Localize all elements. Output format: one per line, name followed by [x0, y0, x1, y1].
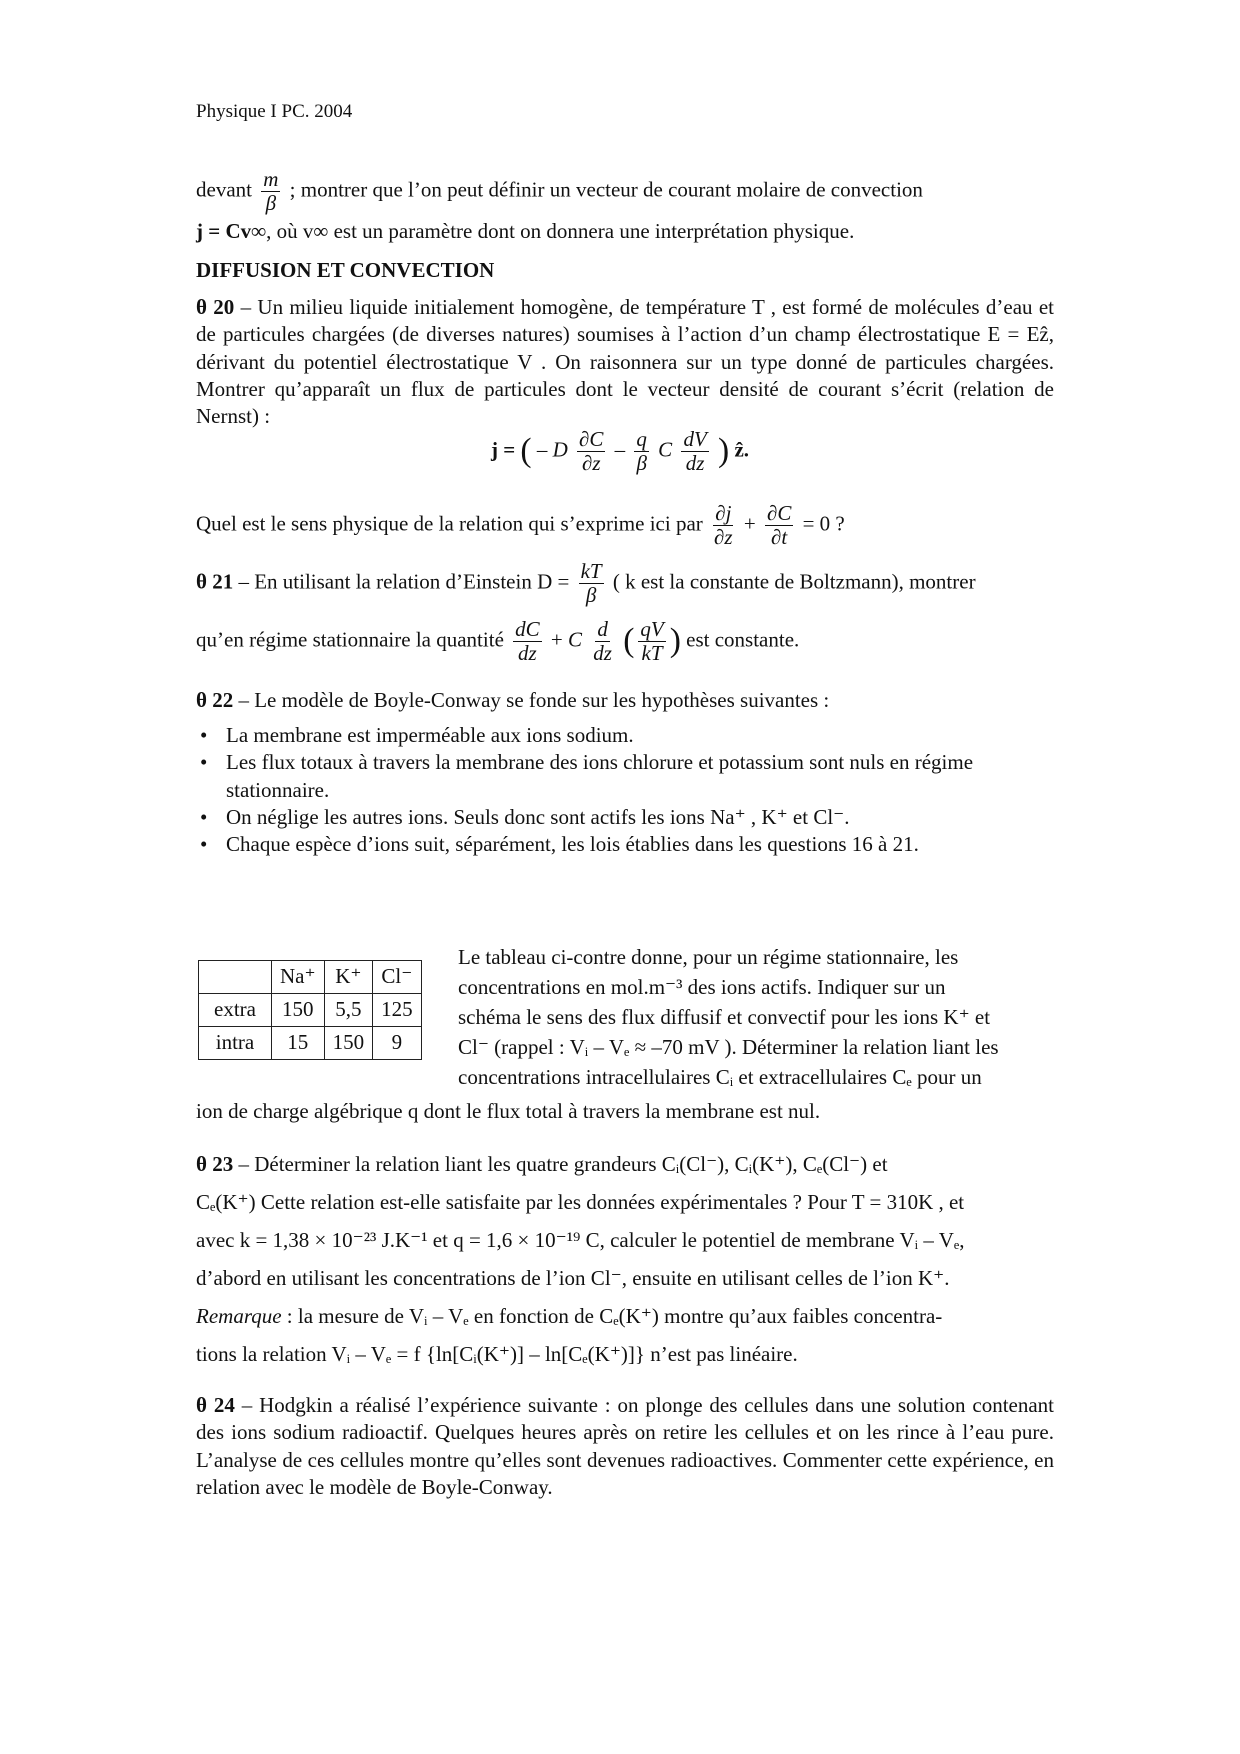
nernst-t1-num: ∂C	[579, 427, 604, 451]
list-item: • On néglige les autres ions. Seuls donc sont actifs les ions Na⁺ , K⁺ et Cl⁻.	[196, 804, 1054, 831]
einstein-num: kT	[580, 559, 602, 583]
nernst-t2-den: β	[636, 451, 647, 476]
dC-dz-fraction	[513, 618, 542, 665]
nernst-lhs: j =	[490, 437, 516, 462]
question-23-line: Cₑ(K⁺) Cette relation est-elle satisfaite par les données expérimentales ? Pour T = 310K , et	[196, 1190, 965, 1214]
dj-dz-fraction	[712, 502, 735, 549]
question-22-after: ion de charge algébrique q dont le flux total à travers la membrane est nul.	[196, 1099, 821, 1123]
frac-num: m	[263, 167, 279, 191]
side-line: Le tableau ci-contre donne, pour un régime stationnaire, les	[458, 945, 959, 969]
q-beta-fraction	[634, 428, 649, 475]
question-23-line	[196, 1297, 1054, 1335]
einstein-den: β	[585, 583, 597, 608]
paren-close: )	[718, 432, 730, 470]
side-line: concentrations en mol.m⁻³ des ions actifs. Indiquer sur un	[458, 975, 946, 999]
list-item: • Chaque espèce d’ions suit, séparément, les lois établies dans les questions 16 à 21.	[196, 831, 1054, 858]
question-20-label: θ 20	[196, 295, 235, 319]
question-21-line-2: qu’en régime stationnaire la quantité $\frac{dC}{dz}$ + C $\frac{d}{dz}$ ( $\frac{qV}{kT}$ ) est constante.	[196, 617, 800, 666]
question-23	[196, 1145, 1054, 1373]
q21-f1-den: dz	[518, 641, 537, 666]
question-21-text-3: qu’en régime stationnaire la quantité	[196, 627, 504, 652]
question-24	[196, 1392, 1054, 1501]
table-cell: extra	[199, 994, 272, 1027]
table-header	[199, 961, 272, 994]
dC-dt-fraction	[765, 502, 793, 549]
question-23-line: avec k = 1,38 × 10⁻²³ J.K⁻¹ et q = 1,6 × 10⁻¹⁹ C, calculer le potentiel de membrane Vᵢ – Vₑ,	[196, 1228, 965, 1252]
question-21-label: θ 21	[196, 569, 234, 594]
dC-dz-fraction	[577, 428, 605, 475]
cons-n1: ∂j	[715, 501, 732, 525]
conservation-question: Quel est le sens physique de la relation qui s’exprime ici par $\frac{\partial j}{\partial z}$ + $\frac{\partial C}{\partial t}$ = 0 ?	[196, 501, 845, 550]
intro-text: ; montrer que l’on peut définir un vecteur de courant molaire de convection	[289, 177, 923, 202]
question-22-label: θ 22	[196, 688, 234, 712]
d-dz-fraction	[591, 618, 614, 665]
cons-n2: ∂C	[766, 501, 792, 525]
q21-f3-den: kT	[641, 641, 663, 666]
table-cell: 150	[324, 1027, 373, 1060]
q21-f1-num: dC	[515, 617, 540, 641]
side-line: Cl⁻ (rappel : Vᵢ – Vₑ ≈ –70 mV ). Déterminer la relation liant les	[458, 1035, 999, 1059]
table-side-text	[458, 942, 1054, 1092]
intro-line-1	[196, 168, 1054, 215]
question-23-line-5: : la mesure de Vᵢ – Vₑ en fonction de Cₑ(K⁺) montre qu’aux faibles concentra-	[286, 1304, 943, 1328]
nernst-t3-den: dz	[685, 451, 705, 476]
question-21	[196, 560, 1054, 607]
dV-dz-fraction	[681, 428, 708, 475]
kT-beta-fraction	[579, 560, 604, 607]
q21-f2-num: d	[597, 617, 608, 641]
table-cell: 125	[373, 994, 422, 1027]
current-equation: j = Cv∞	[196, 219, 267, 243]
table-cell: intra	[199, 1027, 272, 1060]
q21-f2-den: dz	[593, 641, 612, 666]
table-cell: 5,5	[324, 994, 373, 1027]
list-item: • Les flux totaux à travers la membrane des ions chlorure et potassium sont nuls en régime stationnaire.	[196, 749, 1054, 804]
paren-close: )	[669, 622, 681, 660]
side-line: schéma le sens des flux diffusif et convectif pour les ions K⁺ et	[458, 1005, 991, 1029]
frac-den: β	[265, 191, 277, 216]
question-24-text: – Hodgkin a réalisé l’expérience suivante : on plonge des cellules dans une solution contenant des ions sodium radioactif. Quelques heures après on retire les cellules et on les rince à l’eau pure. L’analyse de ces cellules montre qu’elles sont devenues radioactives. Commenter cette expérience, en relation avec le modèle de Boyle-Conway.	[196, 1393, 1055, 1499]
intro-devant: devant	[196, 177, 252, 202]
question-20-text: – Un milieu liquide initialement homogène, de température T , est formé de molécules d’eau et de particules chargées (de diverses natures) soumises à l’action d’un champ électrostatique E = Eẑ, dérivant du potentiel électrostatique V . On raisonnera sur un type donné de particules chargées. Montrer qu’apparaît un flux de particules dont le vecteur densité de courant s’écrit (relation de Nernst) :	[196, 295, 1055, 429]
table-cell: 150	[272, 994, 325, 1027]
paren-open: (	[623, 622, 635, 660]
question-21-text-1: – En utilisant la relation d’Einstein D =	[238, 569, 570, 594]
concentration-table	[198, 960, 422, 1060]
remark-label: Remarque	[196, 1304, 282, 1328]
question-23-line: d’abord en utilisant les concentrations de l’ion Cl⁻, ensuite en utilisant celles de l’ion K⁺.	[196, 1266, 950, 1290]
question-23-line	[196, 1145, 1054, 1183]
nernst-t1-den: ∂z	[581, 451, 601, 476]
qV-kT-fraction	[638, 618, 665, 665]
table-cell: 9	[373, 1027, 422, 1060]
cons-d1: ∂z	[714, 525, 733, 550]
list-item: • La membrane est imperméable aux ions sodium.	[196, 722, 1054, 749]
table-cell: 15	[272, 1027, 325, 1060]
question-24-label: θ 24	[196, 1393, 235, 1417]
section-title: DIFFUSION ET CONVECTION	[196, 258, 495, 282]
page-header: Physique I PC. 2004	[196, 101, 353, 122]
nernst-t3-num: dV	[683, 427, 707, 451]
table-header: Na⁺	[272, 961, 325, 994]
cons-d2: ∂t	[771, 525, 788, 550]
question-21-text-4: est constante.	[686, 627, 800, 652]
question-20	[196, 294, 1054, 430]
nernst-t2-num: q	[636, 427, 647, 451]
question-23-label: θ 23	[196, 1152, 234, 1176]
table-header: Cl⁻	[373, 961, 422, 994]
table-header-row	[199, 961, 422, 994]
intro-text-2: , où v∞ est un paramètre dont on donnera une interprétation physique.	[266, 219, 855, 243]
hypotheses-list	[196, 722, 1054, 858]
cons-end: = 0 ?	[802, 511, 845, 536]
table-row	[199, 1027, 422, 1060]
paren-open: (	[520, 432, 532, 470]
conservation-question-text: Quel est le sens physique de la relation qui s’exprime ici par	[196, 511, 703, 536]
m-over-beta-fraction	[261, 168, 280, 215]
question-23-line-1: – Déterminer la relation liant les quatre grandeurs Cᵢ(Cl⁻), Cᵢ(K⁺), Cₑ(Cl⁻) et	[238, 1152, 888, 1176]
table-header: K⁺	[324, 961, 373, 994]
question-22	[196, 687, 1054, 714]
q21-f3-num: qV	[640, 617, 664, 641]
question-22-text: – Le modèle de Boyle-Conway se fonde sur les hypothèses suivantes :	[238, 688, 830, 712]
question-21-text-2: ( k est la constante de Boltzmann), montrer	[612, 569, 976, 594]
question-23-line: tions la relation Vᵢ – Vₑ = f {ln[Cᵢ(K⁺)] – ln[Cₑ(K⁺)]} n’est pas linéaire.	[196, 1342, 798, 1366]
nernst-equation: j = ( – D $\frac{\partial C}{\partial z}$ – $\frac{q}{\beta}$ C $\frac{dV}{dz}$ ) ẑ.	[490, 427, 750, 476]
side-line: concentrations intracellulaires Cᵢ et extracellulaires Cₑ pour un	[458, 1065, 982, 1089]
table-row	[199, 994, 422, 1027]
intro-line-2	[196, 218, 1054, 245]
nernst-end: ẑ.	[734, 437, 750, 462]
